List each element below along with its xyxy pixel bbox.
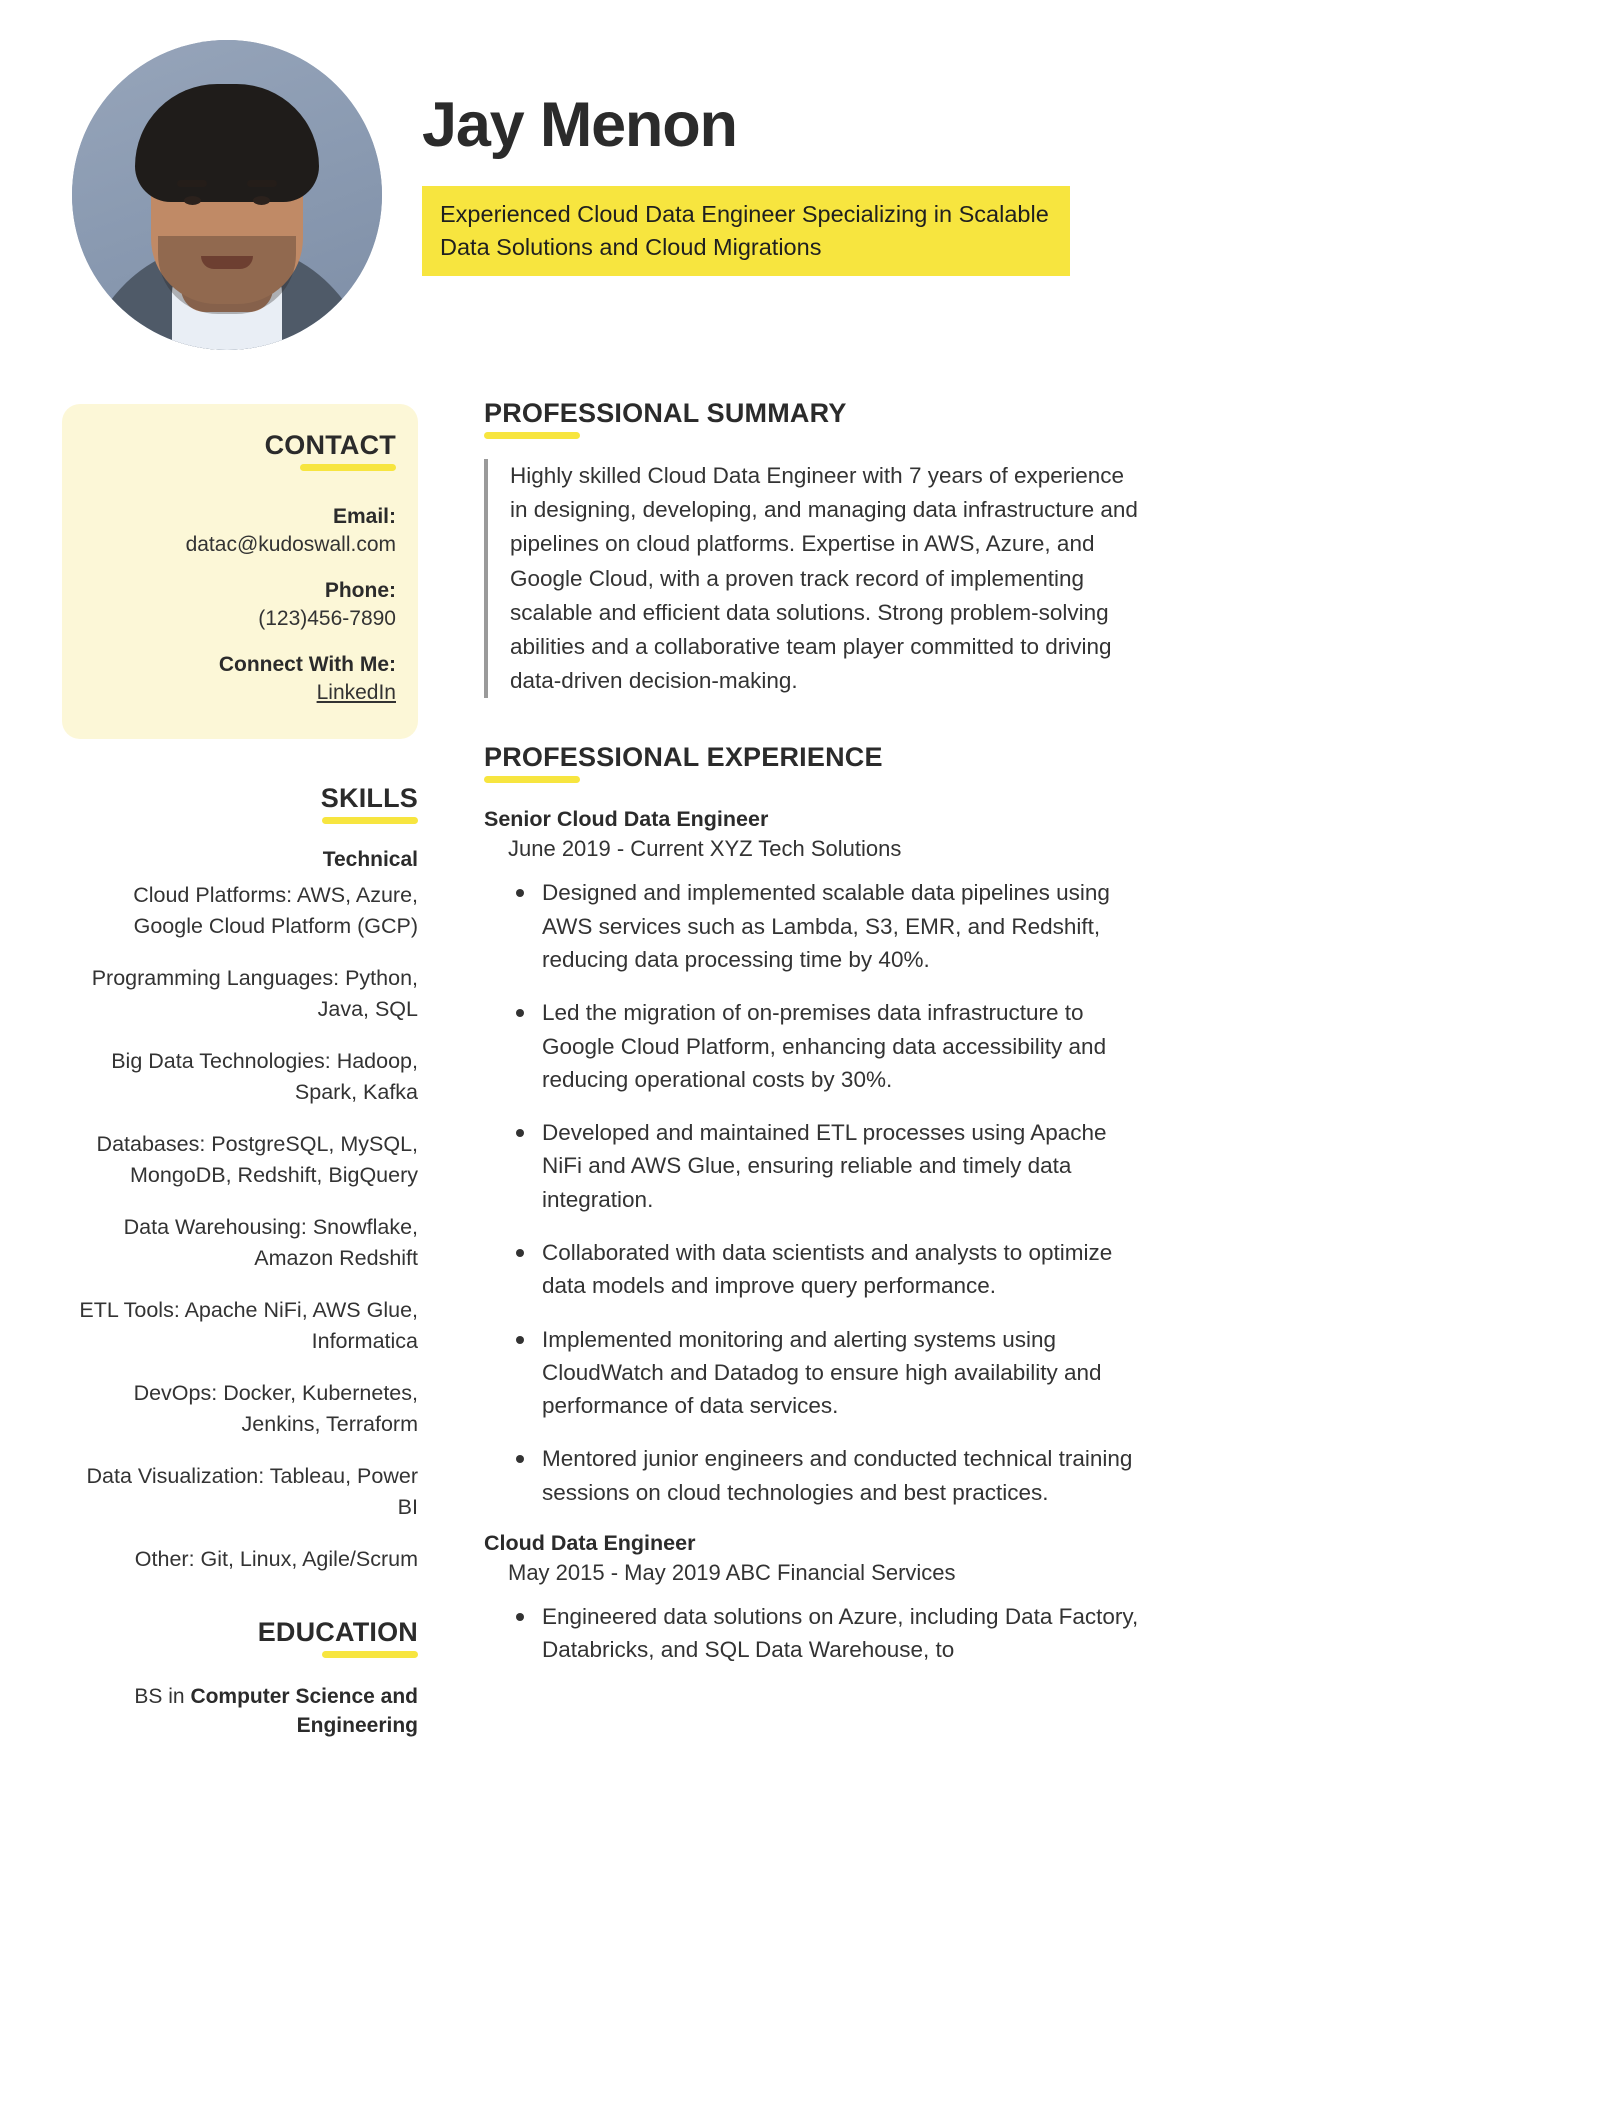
skill-item: Data Visualization: Tableau, Power BI (86, 1464, 418, 1519)
education-degree: Computer Science and Engineering (190, 1684, 418, 1738)
avatar-eyebrow-left (177, 180, 207, 187)
skill-item: Data Warehousing: Snowflake, Amazon Redshift (123, 1215, 418, 1270)
connect-label: Connect With Me: (218, 653, 396, 676)
skill-item: Databases: PostgreSQL, MySQL, MongoDB, Redshift, BigQuery (96, 1132, 418, 1187)
experience-section (484, 742, 1536, 1666)
education-section (62, 1617, 418, 1741)
education-heading (258, 1617, 418, 1660)
job-bullet: Led the migration of on-premises data infrastructure to Google Cloud Platform, enhancing data accessibility and reducing operational costs by 30%. (510, 996, 1150, 1096)
job-meta: June 2019 - Current XYZ Tech Solutions (508, 836, 902, 862)
job-bullet: Designed and implemented scalable data pipelines using AWS services such as Lambda, S3, EMR, and Redshift, reducing data processing time by 40%. (510, 876, 1150, 976)
skill-item: Cloud Platforms: AWS, Azure, Google Cloud Platform (GCP) (133, 883, 418, 938)
candidate-tagline: Experienced Cloud Data Engineer Specializing in Scalable Data Solutions and Cloud Migrations (422, 186, 1070, 276)
email-value[interactable]: datac@kudoswall.com (185, 533, 396, 556)
resume-body (0, 390, 1598, 1741)
education-heading-rule (322, 1651, 418, 1658)
linkedin-link[interactable]: LinkedIn (316, 681, 396, 704)
phone-value[interactable]: (123)456-7890 (258, 607, 396, 630)
avatar-eye-right (253, 196, 270, 205)
job-title: Cloud Data Engineer (484, 1531, 696, 1556)
job-entry (484, 807, 1536, 1509)
job-bullet: Mentored junior engineers and conducted technical training sessions on cloud technologies and best practices. (510, 1442, 1150, 1509)
skill-item: ETL Tools: Apache NiFi, AWS Glue, Informatica (79, 1298, 418, 1353)
contact-heading-wrap (84, 430, 396, 473)
contact-heading-text: CONTACT (264, 430, 396, 460)
education-prefix: BS in (134, 1684, 191, 1708)
experience-heading-rule (484, 776, 580, 783)
summary-section (484, 390, 1536, 698)
skill-item: DevOps: Docker, Kubernetes, Jenkins, Terraform (133, 1381, 418, 1436)
summary-text: Highly skilled Cloud Data Engineer with 7 years of experience in designing, developing, and managing data infrastructure and pipelines on cloud platforms. Expertise in AWS, Azure, and Google Cloud, with a proven track record of implementing scalable and efficient data solutions. Strong problem-solving abilities and a collaborative team player committed to driving data-driven decision-making. (484, 459, 1144, 698)
summary-heading-rule (484, 432, 580, 439)
contact-card (62, 404, 418, 739)
skills-heading-rule (322, 817, 418, 824)
job-bullet: Implemented monitoring and alerting systems using CloudWatch and Datadog to ensure high availability and performance of data services. (510, 1323, 1150, 1423)
sidebar-column (62, 390, 418, 1741)
email-label: Email: (332, 505, 396, 528)
education-item (62, 1682, 418, 1741)
experience-heading (484, 742, 883, 785)
contact-heading (265, 430, 396, 473)
job-entry (484, 1531, 1536, 1667)
resume-header (0, 0, 1598, 390)
education-heading-wrap (62, 1617, 418, 1660)
avatar-eyebrow-right (247, 180, 277, 187)
skills-heading-wrap (62, 783, 418, 826)
summary-heading (484, 398, 847, 441)
avatar-eye-left (184, 196, 201, 205)
avatar-container (62, 36, 392, 350)
header-text (392, 36, 1536, 276)
job-bullet: Collaborated with data scientists and analysts to optimize data models and improve query performance. (510, 1236, 1150, 1303)
phone-label: Phone: (324, 579, 396, 602)
skills-subheading: Technical (322, 848, 418, 871)
job-bullet: Engineered data solutions on Azure, including Data Factory, Databricks, and SQL Data Warehouse, to (510, 1600, 1150, 1667)
contact-heading-rule (300, 464, 396, 471)
skills-heading (321, 783, 418, 826)
skills-list (62, 880, 418, 1575)
candidate-name: Jay Menon (422, 90, 737, 160)
avatar (72, 40, 382, 350)
skills-section (62, 783, 418, 1575)
job-bullet: Developed and maintained ETL processes using Apache NiFi and AWS Glue, ensuring reliable and timely data integration. (510, 1116, 1150, 1216)
job-bullets (484, 876, 1536, 1509)
skill-item: Other: Git, Linux, Agile/Scrum (134, 1547, 418, 1572)
education-heading-text: EDUCATION (257, 1616, 418, 1647)
main-column (418, 390, 1536, 1741)
summary-heading-text: PROFESSIONAL SUMMARY (484, 398, 847, 428)
linkedin-link-wrap (84, 681, 396, 705)
job-title: Senior Cloud Data Engineer (484, 807, 769, 832)
job-bullets (484, 1600, 1536, 1667)
avatar-mouth (201, 256, 253, 269)
job-meta: May 2015 - May 2019 ABC Financial Services (508, 1560, 956, 1586)
experience-heading-text: PROFESSIONAL EXPERIENCE (484, 742, 883, 773)
skills-heading-text: SKILLS (320, 783, 418, 813)
skill-item: Big Data Technologies: Hadoop, Spark, Kafka (111, 1049, 418, 1104)
skill-item: Programming Languages: Python, Java, SQL (91, 966, 418, 1021)
